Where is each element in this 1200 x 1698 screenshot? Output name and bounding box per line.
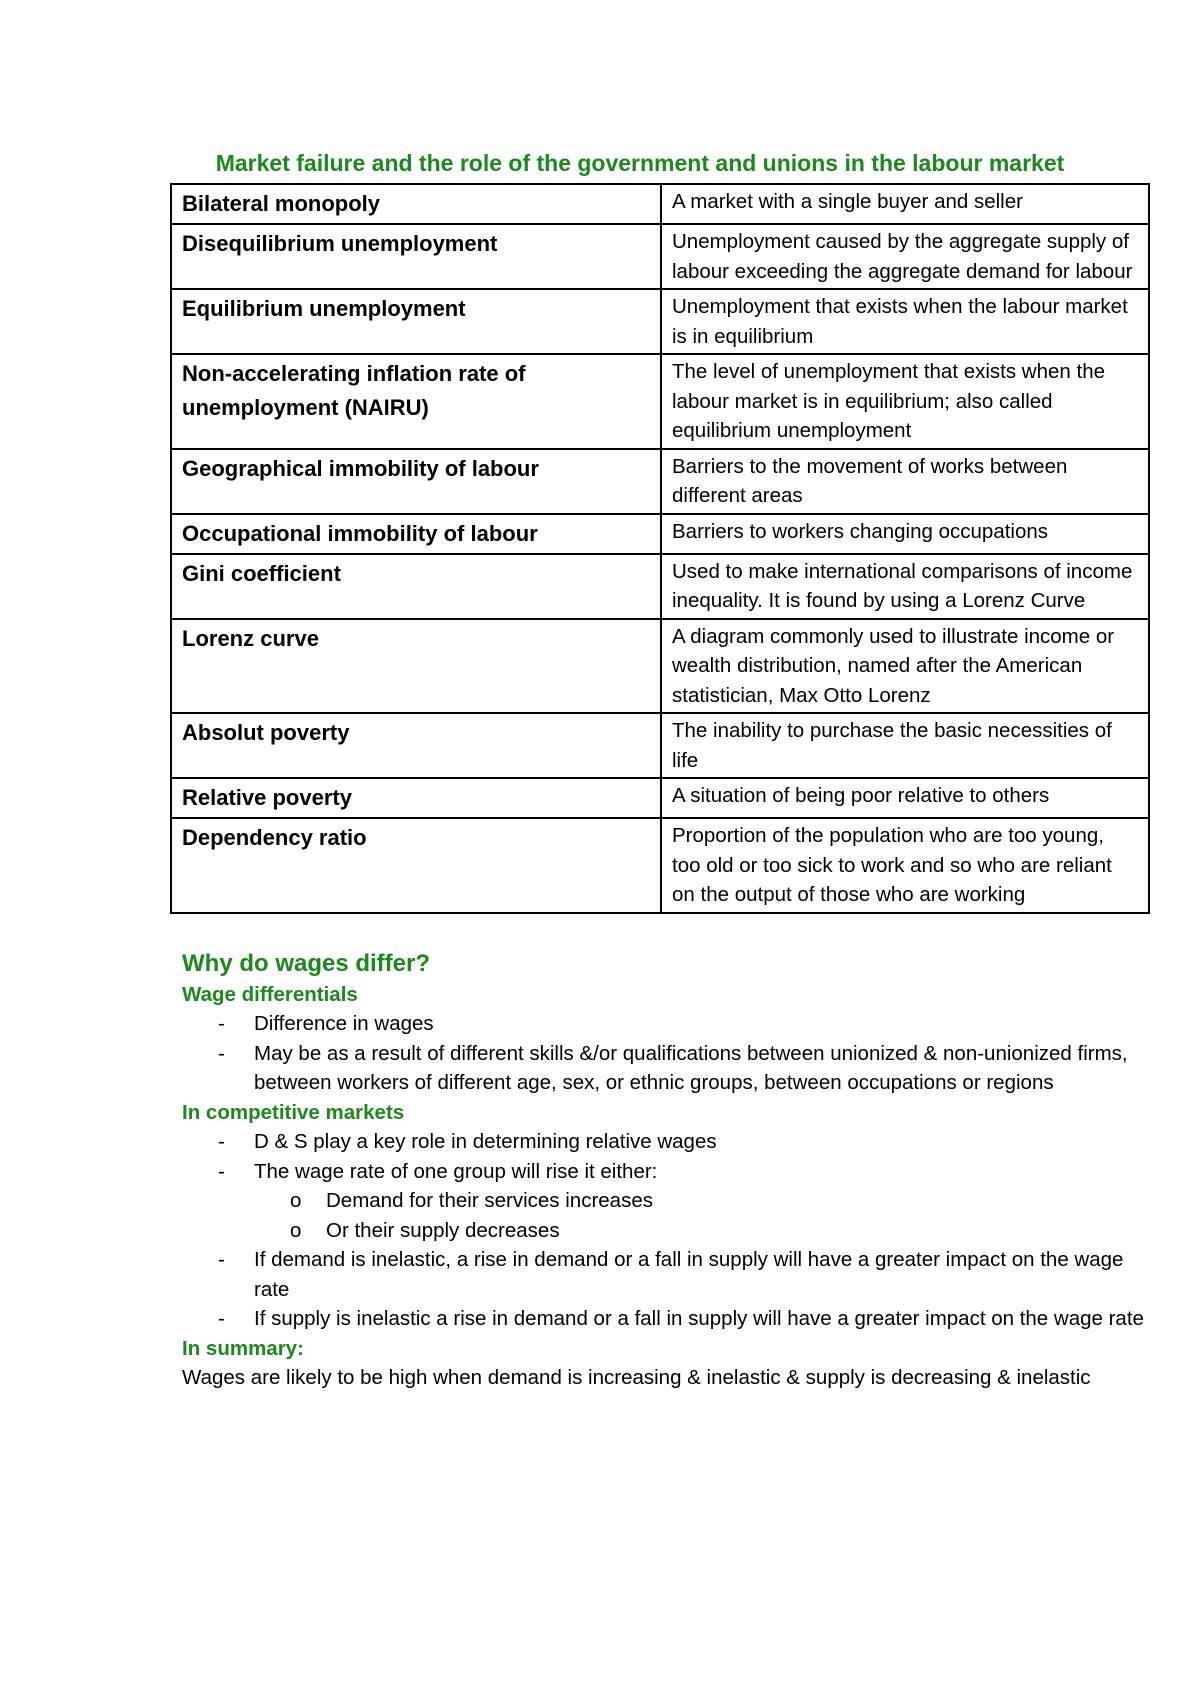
- summary-text: Wages are likely to be high when demand is increasing & inelastic & supply is decreasing & inelastic: [182, 1366, 1091, 1389]
- document-page: [170, 146, 1150, 1393]
- glossary-term: Absolut poverty: [171, 713, 661, 778]
- wages-section: [170, 948, 1150, 1393]
- glossary-term: Disequilibrium unemployment: [171, 224, 661, 289]
- glossary-term: Occupational immobility of labour: [171, 514, 661, 554]
- list-item: - D & S play a key role in determining relative wages: [182, 1127, 1150, 1157]
- document-title: Market failure and the role of the government and unions in the labour market: [215, 150, 1065, 176]
- glossary-definition: Proportion of the population who are too young, too old or too sick to work and so who are reliant on the output of those who are working: [661, 818, 1149, 913]
- glossary-term: Lorenz curve: [171, 619, 661, 714]
- list-item: - If supply is inelastic a rise in demand or a fall in supply will have a greater impact on the wage rate: [182, 1304, 1150, 1334]
- wage-differentials-list: [182, 1009, 1150, 1098]
- summary-heading: In summary:: [182, 1336, 304, 1360]
- list-item: - If demand is inelastic, a rise in demand or a fall in supply will have a greater impact on the wage rate: [182, 1245, 1150, 1304]
- list-item: - Difference in wages: [182, 1009, 1150, 1039]
- glossary-definition: Used to make international comparisons of income inequality. It is found by using a Lorenz Curve: [661, 554, 1149, 619]
- table-row: [171, 449, 1149, 514]
- glossary-definition: A diagram commonly used to illustrate income or wealth distribution, named after the American statistician, Max Otto Lorenz: [661, 619, 1149, 714]
- wages-heading: Why do wages differ?: [182, 949, 431, 977]
- table-row: [171, 289, 1149, 354]
- glossary-definition: A market with a single buyer and seller: [661, 184, 1149, 224]
- list-item-text: The wage rate of one group will rise it either:: [254, 1159, 658, 1183]
- glossary-term: Bilateral monopoly: [171, 184, 661, 224]
- table-row: [171, 554, 1149, 619]
- list-item: - May be as a result of different skills &/or qualifications between unionized & non-unionized firms, between workers of different age, sex, or ethnic groups, between occupations or regions: [182, 1039, 1150, 1098]
- glossary-definition: Barriers to workers changing occupations: [661, 514, 1149, 554]
- glossary-term: Relative poverty: [171, 778, 661, 818]
- glossary-term: Dependency ratio: [171, 818, 661, 913]
- glossary-definition: Barriers to the movement of works between different areas: [661, 449, 1149, 514]
- competitive-markets-list: [182, 1127, 1150, 1334]
- competitive-markets-heading: In competitive markets: [182, 1100, 405, 1124]
- glossary-term: Geographical immobility of labour: [171, 449, 661, 514]
- table-row: [171, 354, 1149, 449]
- glossary-definition: A situation of being poor relative to others: [661, 778, 1149, 818]
- wage-differentials-heading: Wage differentials: [182, 982, 358, 1006]
- glossary-definition: Unemployment caused by the aggregate supply of labour exceeding the aggregate demand for labour: [661, 224, 1149, 289]
- list-item: [182, 1157, 1150, 1246]
- glossary-term: Non-accelerating inflation rate of unemployment (NAIRU): [171, 354, 661, 449]
- table-row: [171, 619, 1149, 714]
- glossary-term: Gini coefficient: [171, 554, 661, 619]
- sub-list: [254, 1186, 1150, 1245]
- sub-list-item: o Demand for their services increases: [254, 1186, 1150, 1216]
- table-row: [171, 713, 1149, 778]
- glossary-definition: The level of unemployment that exists when the labour market is in equilibrium; also called equilibrium unemployment: [661, 354, 1149, 449]
- table-row: [171, 818, 1149, 913]
- glossary-table: [170, 183, 1150, 914]
- sub-list-item: o Or their supply decreases: [254, 1216, 1150, 1246]
- table-row: [171, 514, 1149, 554]
- table-row: [171, 184, 1149, 224]
- glossary-definition: Unemployment that exists when the labour market is in equilibrium: [661, 289, 1149, 354]
- table-row: [171, 778, 1149, 818]
- glossary-term: Equilibrium unemployment: [171, 289, 661, 354]
- table-row: [171, 224, 1149, 289]
- glossary-definition: The inability to purchase the basic necessities of life: [661, 713, 1149, 778]
